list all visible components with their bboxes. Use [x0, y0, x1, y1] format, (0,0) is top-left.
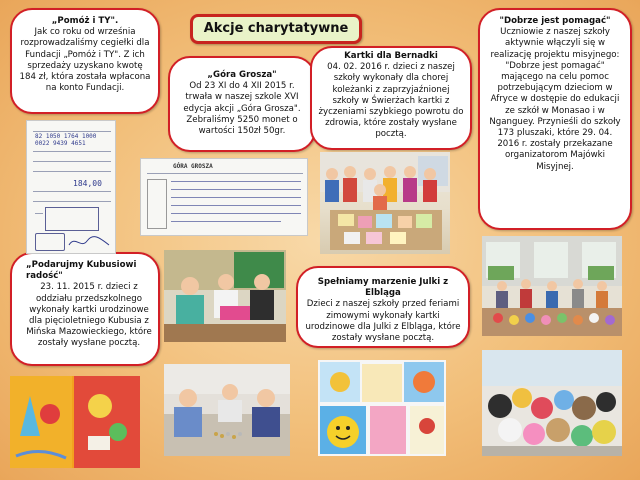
transfer-slip-account: 82 1050 1764 1000 0022 9439 4651 — [35, 133, 97, 147]
photo-children-cards — [320, 152, 450, 254]
plush-pile-drawing — [482, 350, 622, 456]
card-dobrze-jest-pomagac — [478, 8, 632, 230]
card-dobrze-title: "Dobrze jest pomagać" — [499, 16, 611, 26]
card-dobrze-body: Uczniowie z naszej szkoły aktywnie włączyli się w realizację projektu misyjnego: "Dobrze jest pomagać" mającego na celu pomoc potrzebującym dzieciom w Afryce w dostępie do edukacji ze szkół w Monasao i w Nganguey. Przynieśli do szkoły 173 pluszaki, które 29. 04. 2016 r. zostały przekazane organizatorom Majówki Misyjnej. — [489, 27, 621, 172]
card-gora-grosza — [168, 56, 316, 152]
photo-birthday-cards-kubus — [10, 376, 140, 468]
card-bernadki-title: Kartki dla Bernadki — [344, 51, 438, 61]
card-kubus-body: 23. 11. 2015 r. dzieci z oddziału przedszkolnego wykonały kartki urodzinowe dla pięcioletniego Kubusia z Mińska Mazowieckiego, które zostały wysłane pocztą. — [26, 282, 152, 349]
photo-cards-julka — [318, 360, 446, 456]
photo-kids-coins-lower — [164, 364, 290, 456]
page-title: Akcje charytatywne — [190, 14, 362, 44]
julka-cards-drawing — [318, 360, 446, 456]
card-pomoz-title: „Pomóż i TY". — [51, 16, 119, 26]
kids-coins-drawing — [164, 364, 290, 456]
card-gora-body: Od 23 XI do 4 XII 2015 r. trwała w naszej szkole XVI edycja akcji „Góra Grosza". Zebraliśmy 5250 monet o wartości 150zł 50gr. — [183, 81, 301, 137]
photo-kids-table-upper — [164, 250, 286, 342]
photo-plush-toys — [482, 350, 622, 456]
card-gora-title: „Góra Grosza" — [207, 70, 277, 80]
kubus-cards-drawing — [10, 376, 140, 468]
photo-classroom-plush — [482, 236, 622, 336]
card-marzenie-julki — [296, 266, 470, 348]
gora-form-heading: GÓRA GROSZA — [173, 163, 213, 170]
kids-table-drawing — [164, 250, 286, 342]
signature-scribble — [67, 233, 111, 251]
transfer-slip-image — [26, 120, 116, 254]
card-kubus-title: „Podarujmy Kubusiowi radość" — [26, 260, 137, 282]
card-julka-title: Spełniamy marzenie Julki z Elbląga — [317, 277, 449, 299]
gora-grosza-form-image — [140, 158, 308, 236]
card-pomoz-i-ty — [10, 8, 160, 114]
card-bernadki-body: 04. 02. 2016 r. dzieci z naszej szkoły wykonały dla chorej koleżanki z zaprzyjaźnionej szkoły w Świerżach kartki z życzeniami szybkiego powrotu do zdrowia, które zostały wysłane pocztą. — [318, 62, 464, 140]
transfer-slip-amount: 184,00 — [73, 179, 102, 188]
card-podarujmy-kubusiowi — [10, 252, 160, 366]
classroom-drawing — [482, 236, 622, 336]
card-kartki-bernadki — [310, 46, 472, 150]
card-pomoz-body: Jak co roku od września rozprowadzaliśmy cegiełki dla Fundacji „Pomóż i TY". Z ich sprzedaży uzyskano kwotę 184 zł, która została wpłacona na konto Fundacji. — [19, 27, 151, 94]
card-julka-body: Dzieci z naszej szkoły przed feriami zimowymi wykonały kartki urodzinowe dla Julki z Elbląga, które zostały wysłane pocztą. — [305, 299, 461, 344]
children-group-drawing — [320, 152, 450, 254]
